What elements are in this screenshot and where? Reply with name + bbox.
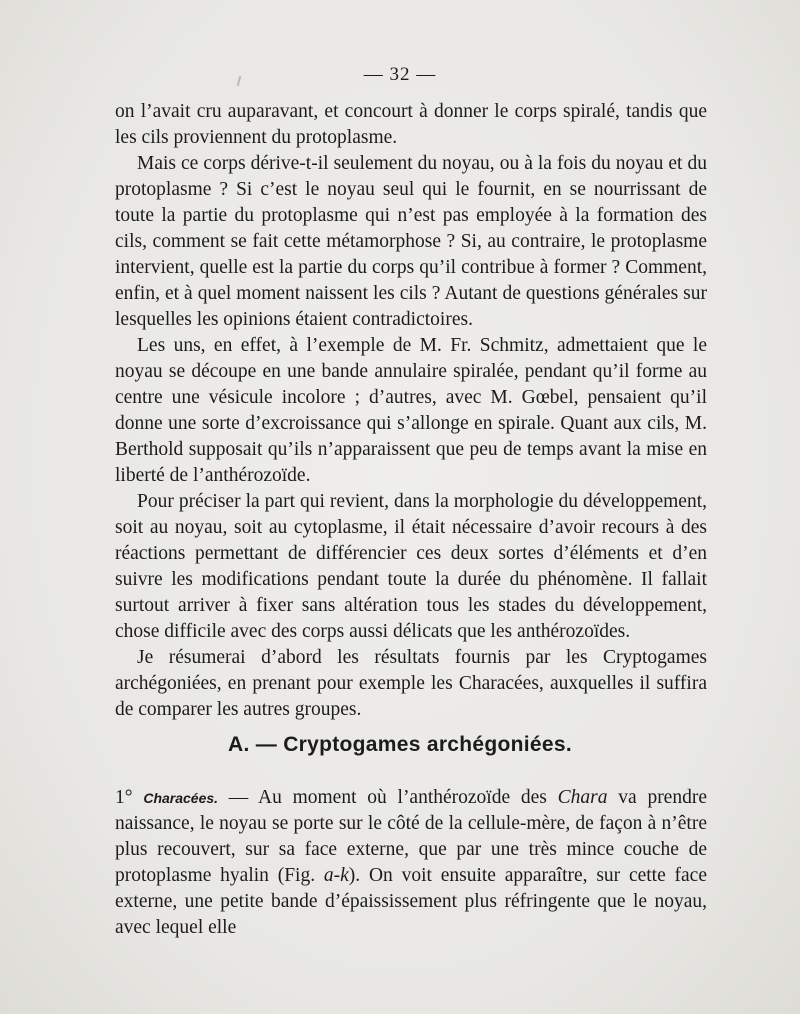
genus-name: Chara [557,787,608,808]
subsection-text-end: ). On voit ensuite apparaître, sur cette face externe, une petite bande d’épaississement plus réfringente que le noyau, avec lequel elle [115,865,707,938]
section-heading: A. — Cryptogames archégoniées. [228,733,572,756]
paragraph-opinions: Les uns, en effet, à l’exemple de M. Fr. Schmitz, admettaient que le noyau se découpe en une bande annulaire spiralée, pendant qu’il forme au centre une vésicule incolore ; d’autres, avec M. Gœbel, pensaient qu’il donne une sorte d’excroissance qui s’allonge en spirale. Quant aux cils, M. Berthold supposait qu’ils n’apparaissent que peu de temps avant la mise en liberté de l’anthérozoïde. [115,335,707,486]
subsection-dash: — [218,787,258,808]
paragraph-continuation: on l’avait cru auparavant, et concourt à donner le corps spiralé, tandis que les cils proviennent du protoplasme. [115,101,707,148]
subsection-number: 1° [115,787,133,808]
subsection-characees [115,785,707,941]
body-text [115,99,707,723]
paragraph-summary: Je résumerai d’abord les résultats fournis par les Cryptogames archégoniées, en prenant pour exemple les Characées, auxquelles il suffira de comparer les autres groupes. [115,647,707,720]
paragraph-question: Mais ce corps dérive-t-il seulement du noyau, ou à la fois du noyau et du protoplasme ? Si c’est le noyau seul qui le fournit, en se nourrissant de toute la partie du protoplasme qui n’est pas employée à la formation des cils, comment se fait cette métamorphose ? Si, au contraire, le protoplasme intervient, quelle est la partie du corps qu’il contribue à former ? Comment, enfin, et à quel moment naissent les cils ? Autant de questions générales sur lesquelles les opinions étaient contradictoires. [115,153,707,330]
figure-reference: a-k [323,865,349,886]
paragraph-method: Pour préciser la part qui revient, dans la morphologie du développement, soit au noyau, soit au cytoplasme, il était nécessaire d’avoir recours à des réactions permettant de différencier ces deux sortes d’éléments et d’en suivre les modifications pendant toute la durée du phénomène. Il fallait surtout arriver à fixer sans altération tous les stades du développement, chose difficile avec des corps aussi délicats que les anthérozoïdes. [115,491,707,642]
subsection-text-middle: va prendre naissance, le noyau se porte sur le côté de la cellule-mère, de façon à n’être plus recouvert, sur sa face externe, que par une très mince couche de protoplasme hyalin (Fig. [115,787,707,886]
subsection-text-start: Au moment où l’anthérozoïde des [258,787,558,808]
page-number: — 32 — [363,64,437,85]
subsection-paragraph [115,785,707,941]
subsection-label: Characées. [143,790,219,806]
